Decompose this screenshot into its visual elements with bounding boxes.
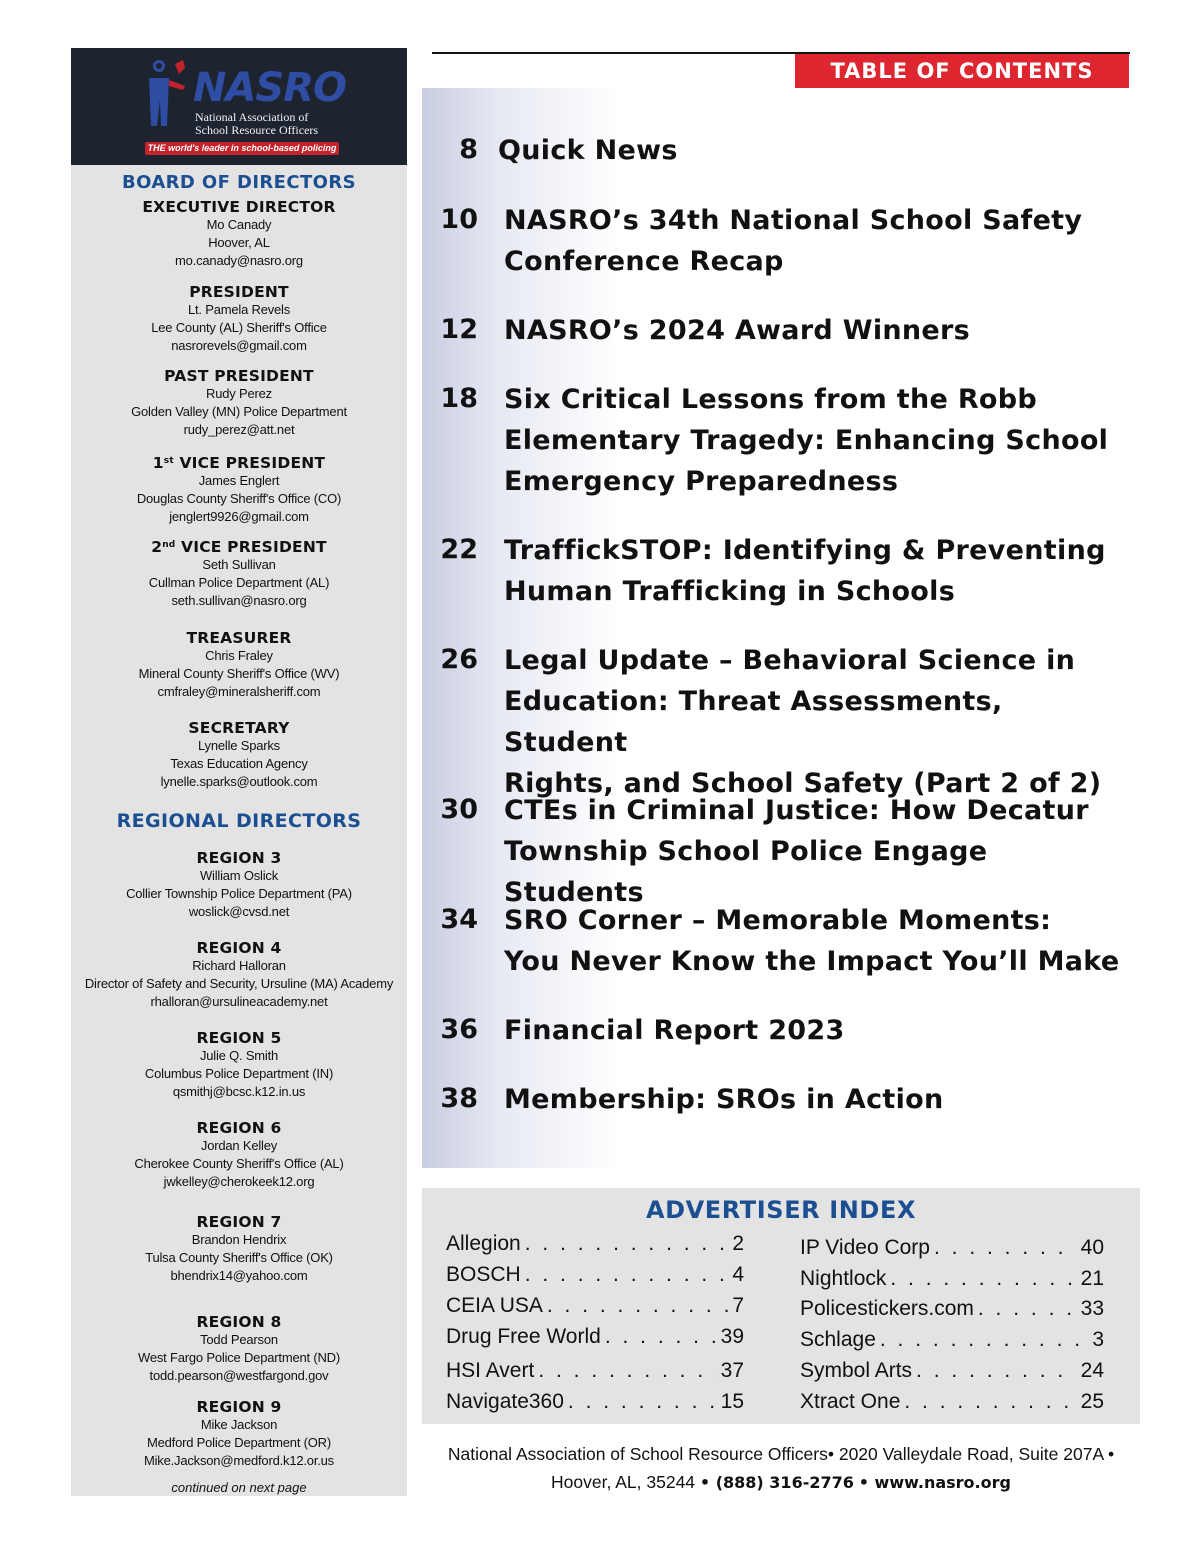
dot-leader (568, 1388, 717, 1416)
regional-director: REGION 7 Brandon Hendrix Tulsa County Sheriff's Office (OK) bhendrix14@yahoo.com (71, 1213, 407, 1285)
footer-website-link[interactable]: www.nasro.org (874, 1473, 1011, 1492)
board-member: PRESIDENT Lt. Pamela Revels Lee County (AL) Sheriff's Office nasrorevels@gmail.com (71, 283, 407, 355)
email-link[interactable]: woslick@cvsd.net (188, 904, 290, 919)
advertiser-entry[interactable]: Nightlock . . . 21 (800, 1265, 1104, 1293)
email-link[interactable]: mo.canady@nasro.org (175, 253, 303, 268)
advertiser-entry[interactable]: Drug Free World . . . 39 (446, 1323, 744, 1351)
email-link[interactable]: nasrorevels@gmail.com (171, 338, 307, 353)
advertiser-entry[interactable]: HSI Avert . . . 37 (446, 1357, 744, 1385)
advertiser-entry[interactable]: CEIA USA . . . 7 (446, 1292, 744, 1320)
email-link[interactable]: rhalloran@ursulineacademy.net (150, 994, 328, 1009)
board-member: TREASURER Chris Fraley Mineral County Sheriff's Office (WV) cmfraley@mineralsheriff.com (71, 629, 407, 701)
dot-leader (890, 1265, 1076, 1293)
email-link[interactable]: jwkelley@cherokeek12.org (163, 1174, 315, 1189)
dot-leader (525, 1230, 729, 1258)
toc-title: Financial Report 2023 (504, 1015, 845, 1046)
email-link[interactable]: todd.pearson@westfargond.gov (149, 1368, 329, 1383)
toc-title: Legal Update – Behavioral Science in Education: Threat Assessments, Student Rights, and School Safety (Part 2 of 2) (504, 645, 1102, 799)
toc-title: CTEs in Criminal Justice: How Decatur Township School Police Engage Students (504, 795, 1089, 908)
toc-title: TraffickSTOP: Identifying & Preventing Human Trafficking in Schools (504, 535, 1106, 607)
email-link[interactable]: bhendrix14@yahoo.com (170, 1268, 308, 1283)
dot-leader (904, 1388, 1076, 1416)
regional-heading: REGIONAL DIRECTORS (116, 810, 362, 832)
regional-director: REGION 5 Julie Q. Smith Columbus Police Department (IN) qsmithj@bcsc.k12.in.us (71, 1029, 407, 1101)
dot-leader (978, 1295, 1077, 1323)
dot-leader (916, 1357, 1077, 1385)
regional-director: REGION 8 Todd Pearson West Fargo Police Department (ND) todd.pearson@westfargond.gov (71, 1313, 407, 1385)
regional-director: REGION 4 Richard Halloran Director of Safety and Security, Ursuline (MA) Academy rhalloran@ursulineacademy.net (71, 939, 407, 1011)
email-link[interactable]: Mike.Jackson@medford.k12.or.us (143, 1453, 334, 1468)
toc-page-number: 38 (440, 1083, 478, 1114)
bullet-separator: • (858, 1473, 875, 1492)
toc-banner: TABLE OF CONTENTS (795, 54, 1129, 88)
advertiser-entry[interactable]: Allegion . . . 2 (446, 1230, 744, 1258)
advertiser-entry[interactable]: Xtract One . . . 25 (800, 1388, 1104, 1416)
dot-leader (880, 1326, 1088, 1354)
board-member: 1st VICE PRESIDENT James Englert Douglas County Sheriff's Office (CO) jenglert9926@gmail.com (71, 452, 407, 526)
toc-page-number: 30 (440, 794, 478, 825)
board-member: EXECUTIVE DIRECTOR Mo Canady Hoover, AL mo.canady@nasro.org (71, 198, 407, 270)
advertiser-entry[interactable]: Symbol Arts . . . 24 (800, 1357, 1104, 1385)
sidebar (71, 48, 407, 1496)
toc-page-number: 34 (440, 904, 478, 935)
email-link[interactable]: seth.sullivan@nasro.org (171, 593, 307, 608)
officer-figure-icon (145, 56, 195, 136)
toc-page-number: 18 (440, 383, 478, 414)
logo-tagline: THE world's leader in school-based policing (145, 142, 339, 155)
toc-page-number: 26 (440, 644, 478, 675)
toc-panel (422, 88, 1140, 1168)
board-heading: BOARD OF DIRECTORS (121, 172, 356, 193)
regional-director: REGION 9 Mike Jackson Medford Police Department (OR) Mike.Jackson@medford.k12.or.us (71, 1398, 407, 1470)
toc-title: SRO Corner – Memorable Moments: You Never Know the Impact You’ll Make (504, 905, 1120, 977)
continued-note: continued on next page (171, 1480, 307, 1495)
regional-director: REGION 3 William Oslick Collier Township Police Department (PA) woslick@cvsd.net (71, 849, 407, 921)
email-link[interactable]: jenglert9926@gmail.com (169, 509, 309, 524)
email-link[interactable]: cmfraley@mineralsheriff.com (157, 684, 321, 699)
logo-subtitle: National Association of School Resource Officers (195, 110, 319, 137)
advertiser-index (422, 1188, 1140, 1424)
toc-title: Membership: SROs in Action (504, 1084, 944, 1115)
email-link[interactable]: rudy_perez@att.net (183, 422, 295, 437)
email-link[interactable]: lynelle.sparks@outlook.com (160, 774, 318, 789)
board-member: SECRETARY Lynelle Sparks Texas Education Agency lynelle.sparks@outlook.com (71, 719, 407, 791)
toc-title: NASRO’s 34th National School Safety Conference Recap (504, 205, 1083, 277)
logo-wordmark: NASRO (193, 65, 347, 111)
toc-title: NASRO’s 2024 Award Winners (504, 315, 971, 346)
advertiser-entry[interactable]: Navigate360 . . . 15 (446, 1388, 744, 1416)
board-member: 2nd VICE PRESIDENT Seth Sullivan Cullman Police Department (AL) seth.sullivan@nasro.org (71, 536, 407, 610)
advertiser-entry[interactable]: BOSCH . . . 4 (446, 1261, 744, 1289)
email-link[interactable]: qsmithj@bcsc.k12.in.us (172, 1084, 306, 1099)
toc-page-number: 10 (440, 204, 478, 235)
dot-leader (934, 1234, 1077, 1262)
toc-title: Quick News (498, 135, 678, 166)
dot-leader (538, 1357, 716, 1385)
board-member: PAST PRESIDENT Rudy Perez Golden Valley (MN) Police Department rudy_perez@att.net (71, 367, 407, 439)
nasro-logo (71, 48, 407, 165)
regional-director: REGION 6 Jordan Kelley Cherokee County Sheriff's Office (AL) jwkelley@cherokeek12.org (71, 1119, 407, 1191)
dot-leader (525, 1261, 729, 1289)
dot-leader (547, 1292, 728, 1320)
advertiser-entry[interactable]: IP Video Corp . . . 40 (800, 1234, 1104, 1262)
toc-page-number: 36 (440, 1014, 478, 1045)
advertiser-index-heading: ADVERTISER INDEX (645, 1196, 917, 1224)
advertiser-entry[interactable]: Schlage . . . 3 (800, 1326, 1104, 1354)
toc-title: Six Critical Lessons from the Robb Elementary Tragedy: Enhancing School Emergency Preparedness (504, 384, 1109, 497)
footer-address: National Association of School Resource Officers• 2020 Valleydale Road, Suite 207A • Hoover, AL, 35244 • (888) 316-2776 • www.nasro.org (447, 1444, 1115, 1492)
toc-page-number: 8 (459, 134, 478, 165)
toc-page-number: 22 (440, 534, 478, 565)
toc-page-number: 12 (440, 314, 478, 345)
dot-leader (605, 1323, 717, 1351)
bullet-separator: • (699, 1473, 716, 1492)
footer-phone[interactable]: (888) 316-2776 (715, 1473, 854, 1492)
advertiser-entry[interactable]: Policestickers.com . . . 33 (800, 1295, 1104, 1323)
